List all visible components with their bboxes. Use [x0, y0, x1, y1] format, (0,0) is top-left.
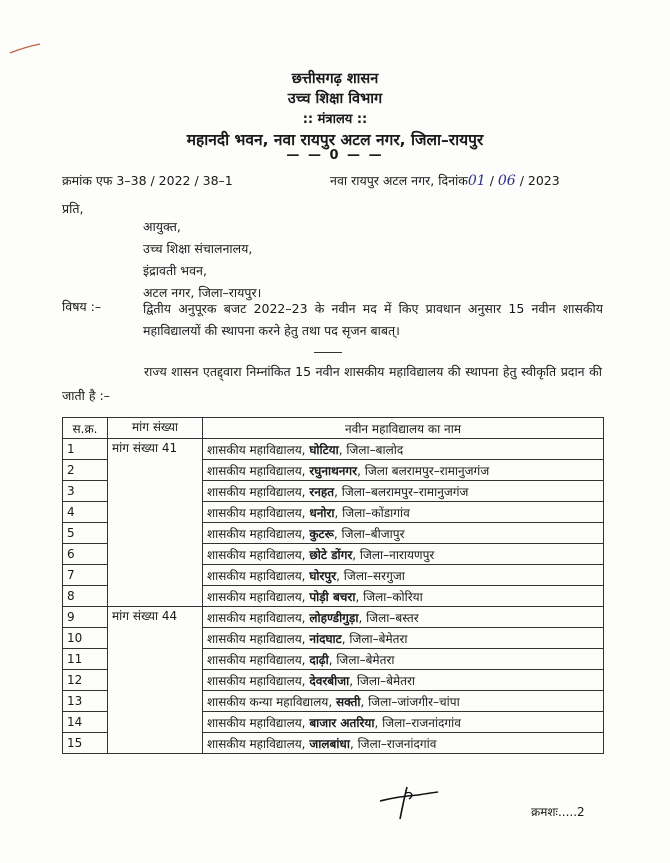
continued-marker: क्रमशः.....2 — [531, 805, 585, 819]
college-name-cell — [203, 628, 604, 649]
college-name-cell — [203, 586, 604, 607]
serial-cell: 2 — [63, 460, 108, 481]
college-prefix: शासकीय महाविद्यालय, — [207, 442, 306, 457]
college-district: , जिला–कोरिया — [355, 589, 423, 604]
college-prefix: शासकीय महाविद्यालय, — [207, 526, 306, 541]
demand-cell: मांग संख्या 44 — [108, 607, 203, 754]
serial-cell: 8 — [63, 586, 108, 607]
subject-divider — [314, 352, 342, 353]
college-name-cell — [203, 691, 604, 712]
college-prefix: शासकीय महाविद्यालय, — [207, 736, 306, 751]
college-name-cell — [203, 544, 604, 565]
college-district: , जिला–बेमेतरा — [341, 631, 408, 646]
date-day-handwritten: 01 — [467, 173, 486, 189]
table-header-row — [63, 418, 604, 439]
college-name-cell — [203, 460, 604, 481]
college-place: कुटरू — [309, 526, 334, 541]
letterhead-government: छत्तीसगढ़ शासन — [291, 71, 379, 87]
serial-cell: 9 — [63, 607, 108, 628]
college-name-cell — [203, 712, 604, 733]
college-prefix: शासकीय महाविद्यालय, — [207, 463, 306, 478]
college-name-cell — [203, 565, 604, 586]
college-prefix: शासकीय महाविद्यालय, — [207, 547, 306, 562]
college-place: जालबांधा — [309, 736, 350, 751]
college-district: , जिला–सरगुजा — [336, 568, 405, 583]
college-prefix: शासकीय महाविद्यालय, — [207, 631, 306, 646]
college-name-cell — [203, 607, 604, 628]
letterhead-department: उच्च शिक्षा विभाग — [287, 91, 383, 107]
college-district: , जिला–बेमेतरा — [349, 673, 416, 688]
intro-paragraph: राज्य शासन एतद्द्वारा निम्नांकित 15 नवीन शासकीय महाविद्यालय की स्थापना हेतु स्वीकृति प्रदान की जाती है :– — [62, 364, 602, 403]
college-district: , जिला–बलरामपुर–रामानुजगंज — [334, 484, 469, 499]
college-district: , जिला–राजनांदगांव — [374, 715, 461, 730]
college-district: , जिला बलरामपुर–रामानुजगंज — [357, 463, 490, 478]
letterhead-address: महानदी भवन, नवा रायपुर अटल नगर, जिला–रायपुर — [186, 131, 484, 149]
serial-cell: 1 — [63, 439, 108, 460]
college-place: धनोरा — [309, 505, 335, 520]
college-place: घोटिया — [309, 442, 339, 457]
college-place: सक्ती — [335, 694, 361, 709]
college-name-cell — [203, 502, 604, 523]
header-college: नवीन महाविद्यालय का नाम — [203, 418, 604, 439]
college-prefix: शासकीय महाविद्यालय, — [207, 610, 306, 625]
college-place: पोड़ी बचरा — [309, 589, 356, 604]
recipient-line: उच्च शिक्षा संचालनालय, — [143, 241, 253, 256]
college-prefix: शासकीय महाविद्यालय, — [207, 568, 306, 583]
college-place: रनहत — [309, 484, 335, 499]
college-place: नांदघाट — [309, 631, 342, 646]
college-name-cell — [203, 670, 604, 691]
demand-cell: मांग संख्या 41 — [108, 439, 203, 607]
college-name-cell — [203, 523, 604, 544]
header-serial: स.क्र. — [63, 418, 108, 439]
college-district: , जिला–बस्तर — [358, 610, 419, 625]
subject-label: विषय :– — [62, 299, 102, 314]
recipient-line: इंद्रावती भवन, — [143, 263, 207, 278]
recipient-line: आयुक्त, — [143, 219, 181, 234]
letterhead-separator: — — 0 — — — [286, 148, 384, 163]
header-demand: मांग संख्या — [108, 418, 203, 439]
college-district: , जिला–कोंडागांव — [334, 505, 410, 520]
college-place: बाजार अतरिया — [309, 715, 375, 730]
serial-cell: 12 — [63, 670, 108, 691]
serial-cell: 10 — [63, 628, 108, 649]
college-district: , जिला–नारायणपुर — [352, 547, 435, 562]
serial-cell: 3 — [63, 481, 108, 502]
college-prefix: शासकीय कन्या महाविद्यालय, — [207, 694, 333, 709]
college-name-cell — [203, 439, 604, 460]
serial-cell: 15 — [63, 733, 108, 754]
recipient-line: अटल नगर, जिला–रायपुर। — [143, 285, 262, 300]
recipient-label: प्रति, — [62, 201, 84, 216]
table-row — [63, 439, 604, 460]
college-prefix: शासकीय महाविद्यालय, — [207, 715, 306, 730]
college-district: , जिला–जांजगीर–चांपा — [360, 694, 460, 709]
serial-cell: 6 — [63, 544, 108, 565]
college-place: देवरबीजा — [309, 673, 350, 688]
college-name-cell — [203, 733, 604, 754]
colleges-table — [62, 417, 604, 754]
table-body — [63, 439, 604, 754]
reference-date — [330, 172, 560, 189]
college-district: , जिला–बालोद — [338, 442, 404, 457]
subject-text: द्वितीय अनुपूरक बजट 2022–23 के नवीन मद में किए प्रावधान अनुसार 15 नवीन शासकीय महाविद्यालयों की स्थापना करने हेतु तथा पद सृजन बाबत्। — [143, 301, 603, 338]
table-row — [63, 607, 604, 628]
college-district: , जिला–बेमेतरा — [328, 652, 395, 667]
college-prefix: शासकीय महाविद्यालय, — [207, 589, 306, 604]
serial-cell: 7 — [63, 565, 108, 586]
college-place: छोटे डोंगर — [309, 547, 353, 562]
reference-place: नवा रायपुर अटल नगर, दिनांक — [330, 173, 468, 188]
college-place: दाढ़ी — [309, 652, 329, 667]
college-name-cell — [203, 649, 604, 670]
college-prefix: शासकीय महाविद्यालय, — [207, 505, 306, 520]
date-separator: / — [489, 173, 494, 188]
college-place: रघुनाथनगर — [309, 463, 358, 478]
serial-cell: 14 — [63, 712, 108, 733]
serial-cell: 5 — [63, 523, 108, 544]
serial-cell: 13 — [63, 691, 108, 712]
reference-number: क्रमांक एफ 3–38 / 2022 / 38–1 — [62, 173, 233, 188]
serial-cell: 4 — [63, 502, 108, 523]
letterhead-ministry: :: मंत्रालय :: — [302, 112, 368, 127]
date-month-handwritten: 06 — [497, 173, 516, 189]
college-prefix: शासकीय महाविद्यालय, — [207, 652, 306, 667]
signature — [378, 783, 448, 823]
college-prefix: शासकीय महाविद्यालय, — [207, 484, 306, 499]
college-name-cell — [203, 481, 604, 502]
college-prefix: शासकीय महाविद्यालय, — [207, 673, 306, 688]
date-year: / 2023 — [519, 173, 560, 188]
college-district: , जिला–राजनांदगांव — [349, 736, 437, 751]
college-place: घोरपुर — [309, 568, 337, 583]
college-place: लोहण्डीगुड़ा — [309, 610, 359, 625]
stray-pen-mark — [8, 42, 44, 56]
college-district: , जिला–बीजापुर — [333, 526, 405, 541]
serial-cell: 11 — [63, 649, 108, 670]
